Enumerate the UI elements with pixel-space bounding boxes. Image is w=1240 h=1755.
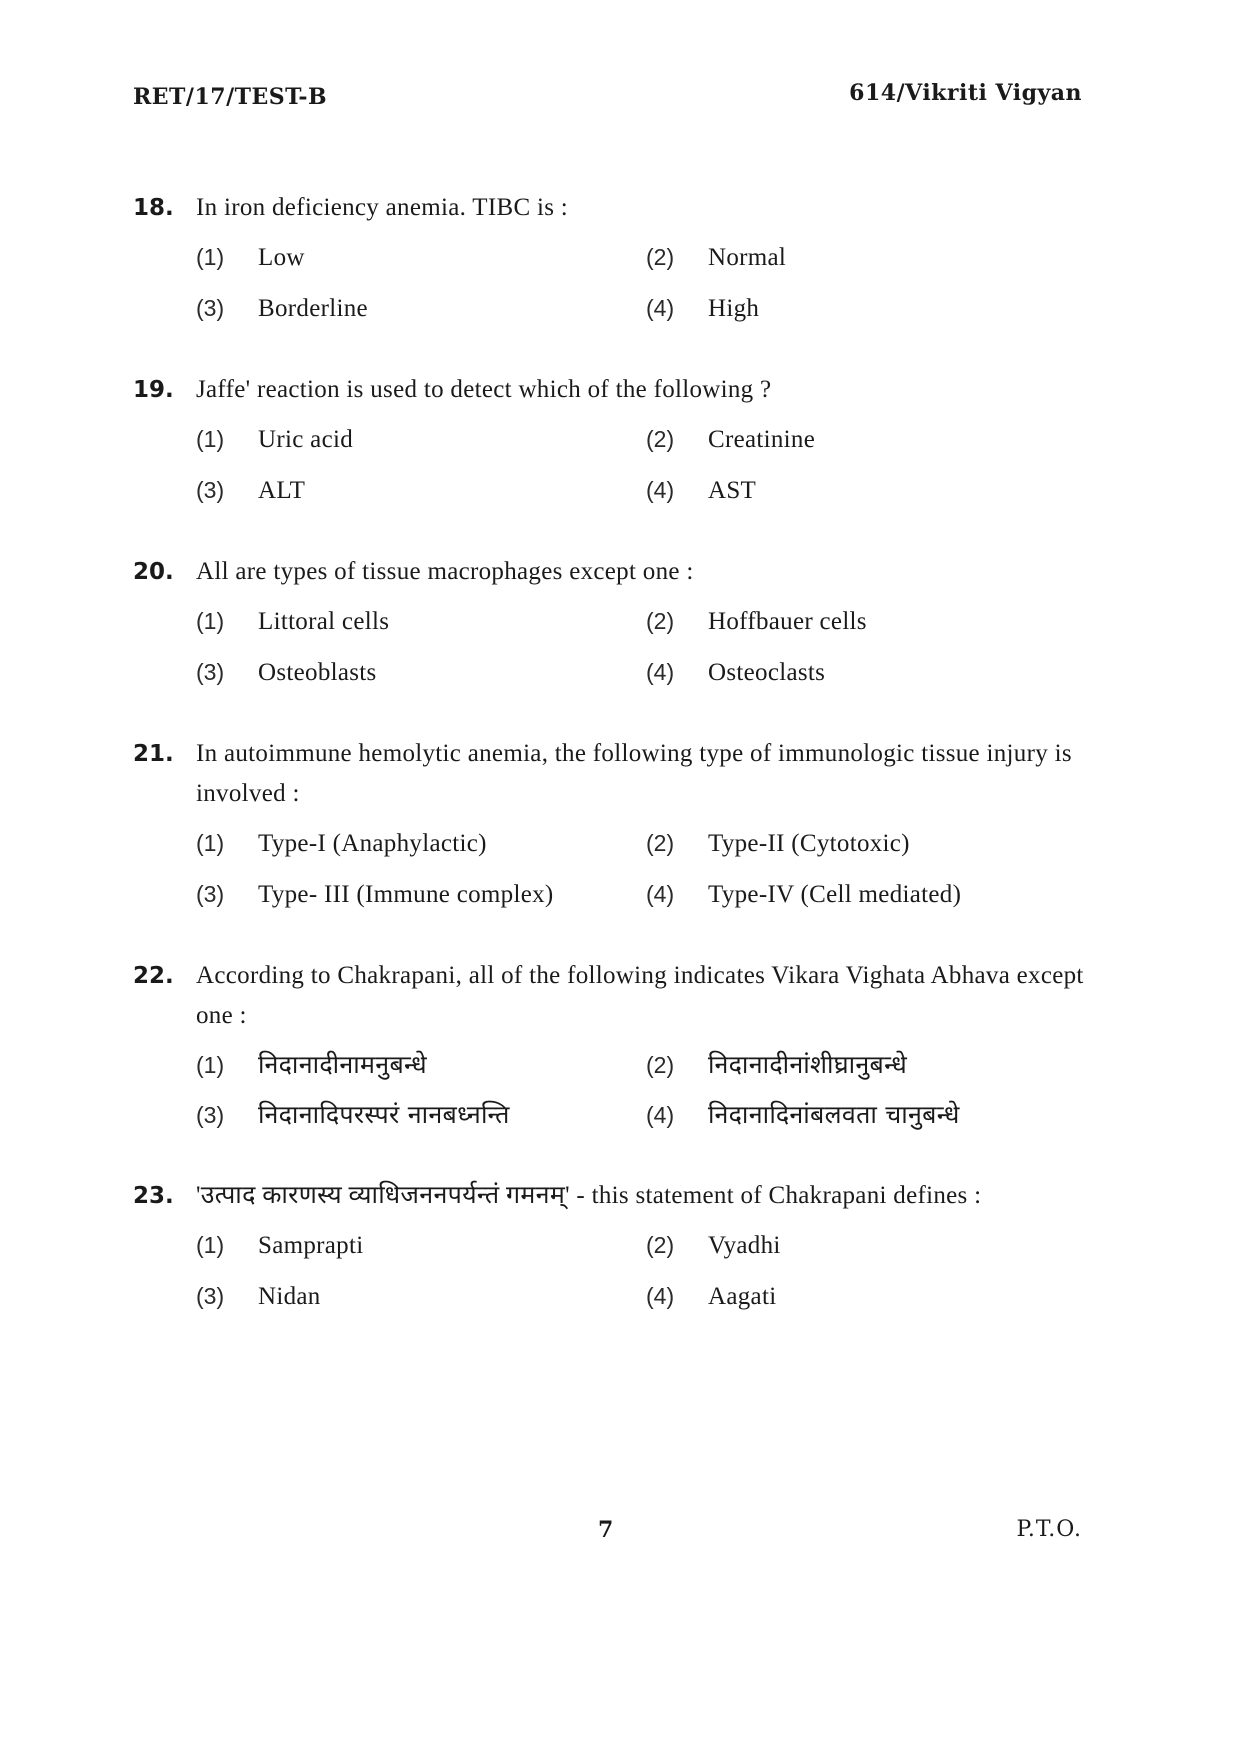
option-text: निदानादिपरस्परं नानबध्नन्ति (258, 1100, 510, 1129)
subject-title: 614/Vikriti Vigyan (849, 80, 1082, 106)
option-number: (2) (646, 1052, 675, 1078)
option-text: निदानादिनांबलवता चानुबन्धे (708, 1100, 960, 1129)
option-text: निदानादीनांशीघ्रानुबन्धे (708, 1050, 908, 1079)
options-grid (196, 1224, 1088, 1318)
option-number: (2) (646, 244, 675, 270)
option-1 (196, 822, 646, 865)
option-3 (196, 1275, 646, 1318)
pto-label: P.T.O. (1016, 1517, 1082, 1542)
question-number: 21. (133, 741, 174, 767)
option-number: (2) (646, 426, 675, 452)
option-4 (646, 469, 1076, 512)
question-text: In autoimmune hemolytic anemia, the following type of immunologic tissue injury is involved : (196, 740, 1072, 807)
option-number: (1) (196, 426, 225, 452)
option-text: Type-I (Anaphylactic) (258, 830, 487, 857)
options-grid (196, 822, 1088, 916)
option-4 (646, 651, 1076, 694)
option-text: Littoral cells (258, 608, 390, 635)
option-text: Vyadhi (708, 1232, 781, 1259)
option-number: (3) (196, 659, 225, 685)
option-2 (646, 1044, 1076, 1086)
option-text: AST (708, 477, 757, 504)
option-4 (646, 1094, 1076, 1136)
option-2 (646, 418, 1076, 461)
option-text: Aagati (708, 1283, 777, 1310)
question-number: 18. (133, 195, 174, 221)
option-text: Low (258, 244, 305, 271)
option-text: ALT (258, 477, 306, 504)
options-grid (196, 600, 1088, 694)
option-2 (646, 1224, 1076, 1267)
option-text: निदानादीनामनुबन्धे (258, 1050, 427, 1079)
question-21 (133, 734, 1088, 916)
option-3 (196, 651, 646, 694)
question-23 (133, 1176, 1088, 1318)
page-number: 7 (598, 1517, 614, 1543)
option-number: (3) (196, 1102, 225, 1128)
question-22 (133, 956, 1088, 1136)
question-number: 20. (133, 559, 174, 585)
option-4 (646, 1275, 1076, 1318)
option-1 (196, 236, 646, 279)
question-text: According to Chakrapani, all of the following indicates Vikara Vighata Abhava except one : (196, 962, 1084, 1029)
paper-code: RET/17/TEST-B (133, 84, 328, 110)
question-number: 19. (133, 377, 174, 403)
option-1 (196, 1044, 646, 1086)
option-1 (196, 1224, 646, 1267)
question-text: Jaffe' reaction is used to detect which of the following ? (196, 376, 772, 403)
option-4 (646, 873, 1076, 916)
option-2 (646, 236, 1076, 279)
option-number: (4) (646, 881, 675, 907)
option-number: (3) (196, 1283, 225, 1309)
option-number: (4) (646, 295, 675, 321)
option-number: (4) (646, 1283, 675, 1309)
question-19 (133, 370, 1088, 512)
option-3 (196, 873, 646, 916)
option-3 (196, 1094, 646, 1136)
options-grid (196, 236, 1088, 330)
option-text: Type-IV (Cell mediated) (708, 881, 962, 908)
option-text: Type- III (Immune complex) (258, 881, 554, 908)
option-1 (196, 418, 646, 461)
option-text: Uric acid (258, 426, 354, 453)
option-text: Osteoblasts (258, 659, 377, 686)
option-text: Normal (708, 244, 787, 271)
option-text: High (708, 295, 760, 322)
option-3 (196, 469, 646, 512)
question-18 (133, 188, 1088, 330)
question-number: 22. (133, 963, 174, 989)
option-1 (196, 600, 646, 643)
option-text: Samprapti (258, 1232, 364, 1259)
option-number: (1) (196, 608, 225, 634)
option-2 (646, 822, 1076, 865)
option-number: (4) (646, 1102, 675, 1128)
question-text: In iron deficiency anemia. TIBC is : (196, 194, 569, 221)
option-text: Osteoclasts (708, 659, 826, 686)
option-2 (646, 600, 1076, 643)
question-number: 23. (133, 1183, 174, 1209)
options-grid (196, 1044, 1088, 1136)
option-number: (1) (196, 244, 225, 270)
question-text: All are types of tissue macrophages except one : (196, 558, 694, 585)
question-20 (133, 552, 1088, 694)
option-number: (2) (646, 830, 675, 856)
option-4 (646, 287, 1076, 330)
question-text: 'उत्पाद कारणस्य व्याधिजननपर्यन्तं गमनम्' - this statement of Chakrapani defines : (196, 1182, 982, 1209)
question-list (133, 188, 1088, 1358)
options-grid (196, 418, 1088, 512)
option-3 (196, 287, 646, 330)
option-number: (1) (196, 1232, 225, 1258)
option-text: Type-II (Cytotoxic) (708, 830, 910, 857)
option-number: (3) (196, 881, 225, 907)
option-number: (1) (196, 830, 225, 856)
option-number: (4) (646, 477, 675, 503)
option-number: (3) (196, 295, 225, 321)
option-number: (3) (196, 477, 225, 503)
option-text: Creatinine (708, 426, 816, 453)
option-text: Hoffbauer cells (708, 608, 867, 635)
option-number: (4) (646, 659, 675, 685)
option-text: Borderline (258, 295, 368, 322)
option-number: (2) (646, 1232, 675, 1258)
option-number: (2) (646, 608, 675, 634)
option-number: (1) (196, 1052, 225, 1078)
option-text: Nidan (258, 1283, 321, 1310)
